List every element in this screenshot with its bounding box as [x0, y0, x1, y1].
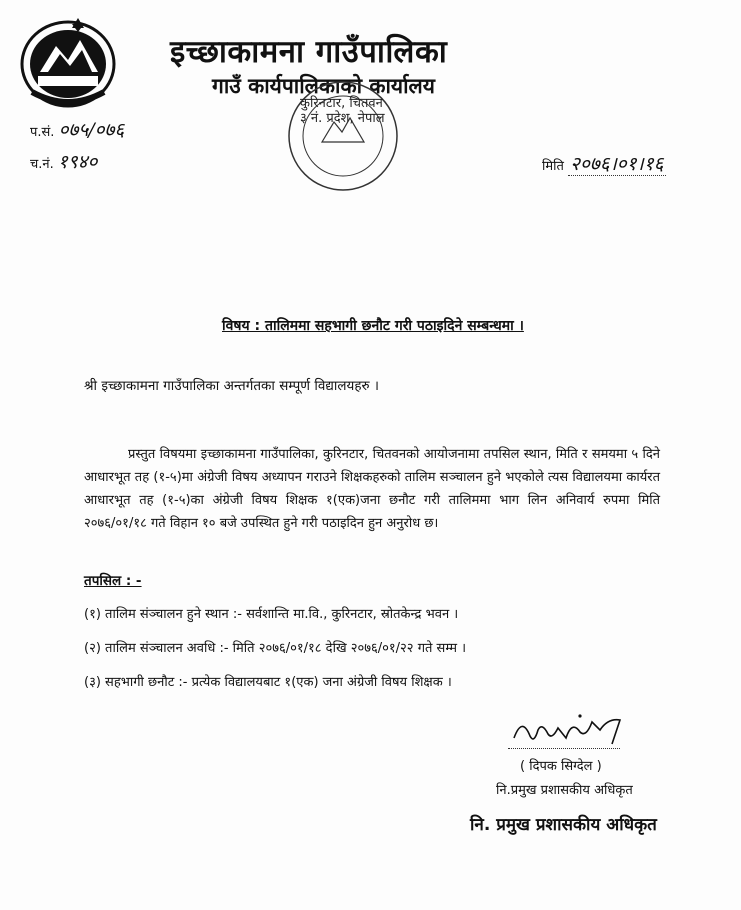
body-text: प्रस्तुत विषयमा इच्छाकामना गाउँपालिका, कुरिनटार, चितवनको आयोजनामा तपसिल स्थान, मिति र समयमा ५ दिने आधारभूत तह (१-५)मा अंग्रेजी विषय अध्यापन गराउने शिक्षकहरुको तालिम सञ्चालन हुने भएकोले त्यस विद्यालयमा कार्यरत आधारभूत तह (१-५)का अंग्रेजी विषय शिक्षक १(एक)जना छनौट गरी तालिममा भाग लिन अनिवार्य रुपमा मिति २०७६/०१/१८ गते विहान १० बजे उपस्थित हुने गरी पठाइदिन हुन अनुरोध छ।: [84, 447, 660, 531]
patra-value: ०७५/०७६: [58, 119, 125, 141]
office-name: इच्छाकामना गाउँपालिका: [170, 34, 448, 70]
chalani-value: १९४०: [57, 151, 98, 173]
detail-item: (१) तालिम संञ्चालन हुने स्थान :- सर्वशान्ति मा.वि., कुरिनटार, स्रोतकेन्द्र भवन ।: [84, 607, 459, 622]
signature-line: [508, 748, 620, 749]
handwritten-signature: [508, 708, 638, 752]
detail-item: (३) सहभागी छनौट :- प्रत्येक विद्यालयबाट १(एक) जना अंग्रेजी विषय शिक्षक ।: [84, 675, 452, 690]
date-value: २०७६।०१।१६: [570, 153, 664, 175]
stamp-text: [300, 96, 385, 126]
chalani-number: [30, 148, 97, 174]
detail-item: (२) तालिम संञ्चालन अवधि :- मिति २०७६/०१/१८ देखि २०७६/०१/२२ गते सम्म ।: [84, 641, 467, 656]
date-label: मिति: [542, 159, 564, 174]
nepal-emblem-icon: [18, 14, 118, 110]
stamp-line: कुरिनटार, चितवन: [300, 96, 383, 111]
office-subtitle: गाउँ कार्यपालिकाको कार्यालय: [212, 74, 435, 98]
chalani-label: च.नं.: [30, 157, 54, 172]
details-heading: तपसिल : -: [84, 573, 142, 589]
patra-label: प.सं.: [30, 125, 55, 140]
signer-title: नि.प्रमुख प्रशासकीय अधिकृत: [496, 783, 633, 798]
letter-body: [84, 443, 660, 535]
designation-stamp: नि. प्रमुख प्रशासकीय अधिकृत: [470, 815, 657, 835]
letter-subject: विषय : तालिममा सहभागी छनौट गरी पठाइदिने सम्बन्धमा ।: [222, 318, 524, 334]
letter-date: [542, 150, 666, 176]
stamp-line: ३ नं. प्रदेश, नेपाल: [300, 111, 385, 126]
letter-addressee: श्री इच्छाकामना गाउँपालिका अन्तर्गतका सम्पूर्ण विद्यालयहरु ।: [84, 378, 379, 394]
signer-name: ( दिपक सिग्देल ): [520, 759, 602, 774]
patra-sankhya: [30, 116, 124, 142]
